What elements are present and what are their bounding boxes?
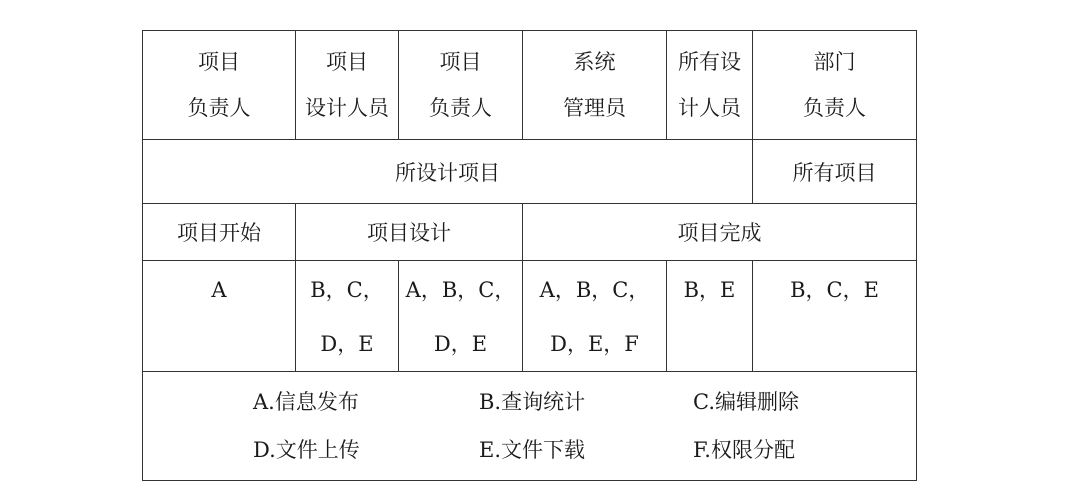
permission-line2: D，E <box>433 332 488 356</box>
legend-item: F.权限分配 <box>693 438 795 462</box>
legend-item: D.文件上传 <box>253 438 360 462</box>
scope-all-projects: 所有项目 <box>753 140 917 204</box>
role-line2: 负责人 <box>803 96 866 120</box>
phase-start: 项目开始 <box>143 204 296 261</box>
permission-line1: B，C，E <box>790 278 879 302</box>
scope-row <box>143 140 917 204</box>
permission-cell <box>399 261 523 372</box>
permission-line2: D，E，F <box>550 332 639 356</box>
role-line2: 负责人 <box>429 96 492 120</box>
role-line2: 设计人员 <box>305 96 389 120</box>
legend-item: B.查询统计 <box>479 390 586 414</box>
permission-cell <box>296 261 399 372</box>
role-cell <box>753 31 917 140</box>
legend-item: C.编辑删除 <box>693 390 799 414</box>
permission-cell <box>523 261 667 372</box>
legend-row <box>143 372 917 481</box>
permission-line1: B，C， <box>310 278 384 302</box>
role-line2: 管理员 <box>563 96 626 120</box>
permission-line2: D，E <box>320 332 374 356</box>
phase-row <box>143 204 917 261</box>
role-cell <box>523 31 667 140</box>
legend-cell <box>143 372 917 481</box>
phase-complete: 项目完成 <box>523 204 917 261</box>
role-cell <box>399 31 523 140</box>
role-line1: 项目 <box>326 50 368 74</box>
permission-line1: A，B，C， <box>539 278 650 302</box>
role-line1: 项目 <box>198 50 240 74</box>
role-cell <box>667 31 753 140</box>
permission-cell <box>667 261 753 372</box>
role-line2: 负责人 <box>187 96 251 120</box>
role-line1: 部门 <box>813 50 856 74</box>
role-cell <box>143 31 296 140</box>
legend <box>253 378 916 474</box>
role-row <box>143 31 917 140</box>
permission-line1: B，E <box>683 278 736 302</box>
permission-line1: A，B，C， <box>405 278 516 302</box>
legend-item: E.文件下载 <box>479 438 586 462</box>
role-line1: 所有设 <box>678 50 741 74</box>
permission-cell <box>143 261 296 372</box>
permission-cell <box>753 261 917 372</box>
permission-row <box>143 261 917 372</box>
role-line2: 计人员 <box>678 96 741 120</box>
role-cell <box>296 31 399 140</box>
role-line1: 项目 <box>439 50 482 74</box>
legend-item: A.信息发布 <box>253 390 359 414</box>
permission-table <box>142 30 917 481</box>
role-line1: 系统 <box>573 50 616 74</box>
permission-line1: A <box>211 278 227 302</box>
scope-designed-projects: 所设计项目 <box>143 140 753 204</box>
phase-design: 项目设计 <box>296 204 523 261</box>
